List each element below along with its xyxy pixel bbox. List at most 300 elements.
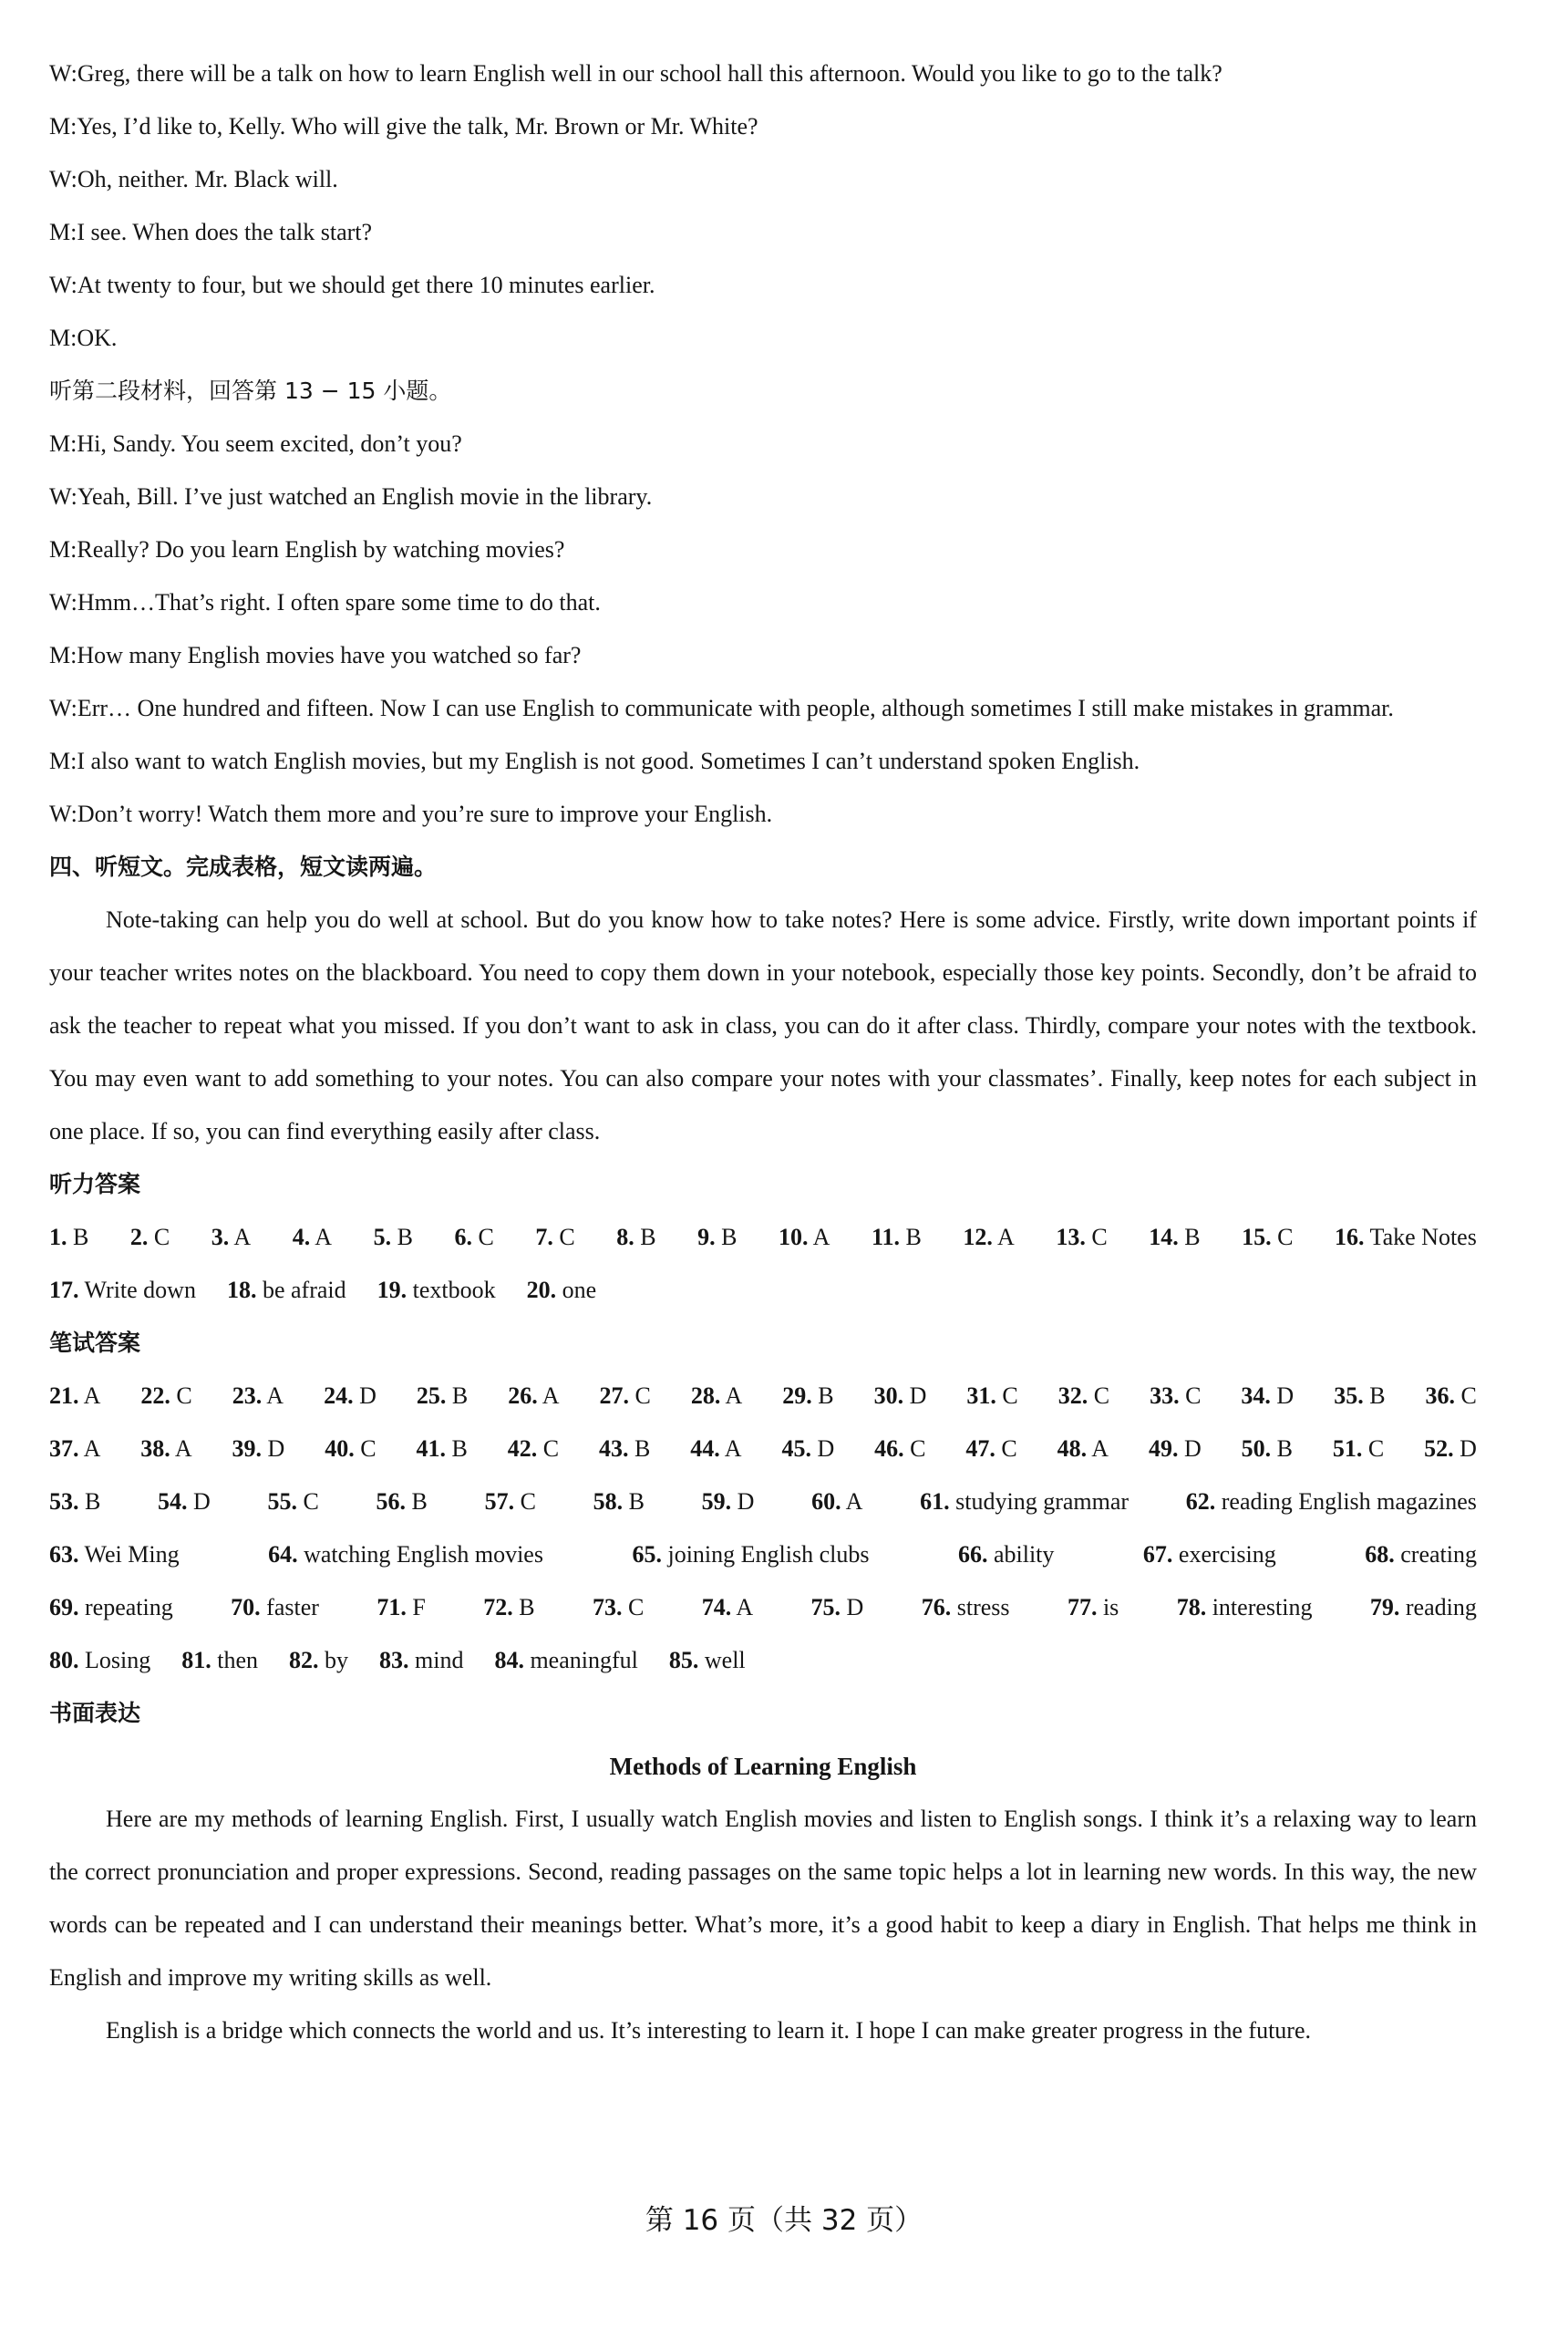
dialogue-2 (49, 418, 1477, 841)
answer-value: A (724, 1435, 742, 1462)
written-answers (49, 1370, 1477, 1687)
answer-value: A (315, 1224, 333, 1250)
answer-value: B (1184, 1224, 1201, 1250)
answer-number: 28. (690, 1382, 721, 1409)
speaker: M (49, 536, 71, 563)
answer-value: B (1276, 1435, 1293, 1462)
speaker: W (49, 272, 71, 298)
answer-number: 73. (592, 1594, 623, 1620)
answer-item (872, 1211, 922, 1264)
answer-value: faster (266, 1594, 319, 1620)
answer-item (1241, 1370, 1294, 1423)
answer-value: C (1002, 1382, 1018, 1409)
speaker: M (49, 113, 71, 140)
answer-number: 4. (292, 1224, 311, 1250)
answer-item (325, 1423, 376, 1475)
answer-number: 39. (232, 1435, 263, 1462)
answer-value: B (519, 1594, 535, 1620)
answer-number: 74. (701, 1594, 732, 1620)
answer-number: 61. (920, 1488, 950, 1515)
answer-item (599, 1423, 650, 1475)
answer-item (1149, 1211, 1200, 1264)
answer-number: 62. (1185, 1488, 1216, 1515)
answer-item (227, 1264, 346, 1317)
utterance: Really? Do you learn English by watching movies? (77, 536, 565, 563)
answer-value: is (1102, 1594, 1119, 1620)
utterance: How many English movies have you watched so far? (77, 642, 582, 668)
answer-number: 21. (49, 1382, 79, 1409)
answer-number: 11. (871, 1224, 901, 1250)
answer-item (632, 1528, 869, 1581)
answer-number: 83. (379, 1647, 409, 1673)
answer-number: 29. (782, 1382, 812, 1409)
page-number-footer: 第 16 页（共 32 页） (645, 2204, 923, 2237)
answer-item (158, 1475, 211, 1528)
answer-item (508, 1370, 559, 1423)
answer-number: 8. (616, 1224, 634, 1250)
listening-answers (49, 1211, 1477, 1317)
answer-number: 75. (810, 1594, 841, 1620)
answer-value: C (1367, 1435, 1385, 1462)
answer-item (1068, 1581, 1119, 1634)
answer-number: 59. (701, 1488, 732, 1515)
listening-passage: Note-taking can help you do well at school. But do you know how to take notes? Here is some advice. Firstly, write down important points if your teacher writes notes on the blackboard. You need to copy them down in your notebook, especially those key points. Secondly, don’t be afraid to ask the teacher to repeat what you missed. If you don’t want to ask in class, you can do it after class. Thirdly, compare your notes with the textbook. You may even want to add something to your notes. You can also compare your notes with your classmates’. Finally, keep notes for each subject in one place. If so, you can find everything easily after class. (49, 906, 1477, 1144)
answer-row (49, 1634, 1477, 1687)
dialogue-line: W:Yeah, Bill. I’ve just watched an English movie in the library. (49, 483, 653, 510)
answer-value: D (1460, 1435, 1477, 1462)
answer-value: D (909, 1382, 927, 1409)
answer-item (49, 1475, 100, 1528)
answer-item (965, 1423, 1016, 1475)
answer-item (454, 1211, 493, 1264)
answer-item (782, 1370, 833, 1423)
answer-number: 55. (267, 1488, 297, 1515)
answer-item (374, 1211, 413, 1264)
answer-value: textbook (412, 1277, 496, 1303)
answer-item (1333, 1423, 1384, 1475)
answer-value: C (634, 1382, 651, 1409)
answer-item (1057, 1423, 1109, 1475)
answer-item (691, 1370, 742, 1423)
answer-value: C (1001, 1435, 1017, 1462)
answer-number: 41. (416, 1435, 446, 1462)
answer-value: ability (993, 1541, 1055, 1568)
answer-number: 13. (1056, 1224, 1086, 1250)
answer-number: 43. (598, 1435, 629, 1462)
answer-item (811, 1581, 864, 1634)
speaker: M (49, 325, 71, 351)
answer-value: B (85, 1488, 101, 1515)
answer-number: 37. (49, 1435, 79, 1462)
answer-number: 46. (874, 1435, 904, 1462)
answer-value: B (451, 1435, 468, 1462)
answer-value: reading (1405, 1594, 1477, 1620)
answer-item (600, 1370, 651, 1423)
answer-value: B (628, 1488, 645, 1515)
answer-value: C (303, 1488, 319, 1515)
utterance: Don’t worry! Watch them more and you’re sure to improve your English. (77, 801, 773, 827)
answer-number: 51. (1332, 1435, 1363, 1462)
answer-value: C (559, 1224, 575, 1250)
answer-number: 23. (232, 1382, 263, 1409)
answer-value: D (267, 1435, 285, 1462)
answer-value: C (627, 1594, 645, 1620)
answer-value: B (411, 1488, 428, 1515)
answer-number: 45. (781, 1435, 811, 1462)
answer-number: 79. (1369, 1594, 1400, 1620)
utterance: Err… One hundred and fifteen. Now I can use English to communicate with people, although sometimes I still make mistakes in grammar. (77, 695, 1394, 721)
answer-item (616, 1211, 655, 1264)
essay-title: Methods of Learning English (609, 1753, 917, 1780)
answer-row (49, 1211, 1477, 1264)
answer-number: 10. (779, 1224, 809, 1250)
answer-item (1370, 1581, 1477, 1634)
answer-item (49, 1423, 100, 1475)
answer-value: meaningful (530, 1647, 638, 1673)
answer-item (416, 1423, 467, 1475)
answer-number: 49. (1148, 1435, 1179, 1462)
answer-value: B (634, 1435, 651, 1462)
answer-number: 70. (231, 1594, 261, 1620)
answer-value: A (812, 1224, 830, 1250)
answer-item (377, 1581, 425, 1634)
answer-value: Take Notes (1369, 1224, 1477, 1250)
answer-number: 22. (140, 1382, 170, 1409)
answer-number: 17. (49, 1277, 79, 1303)
answer-item (289, 1634, 348, 1687)
dialogue-line: M:I also want to watch English movies, but my English is not good. Sometimes I can’t understand spoken English. (49, 748, 1140, 774)
answer-number: 80. (49, 1647, 79, 1673)
answer-number: 7. (535, 1224, 553, 1250)
answer-item (1335, 1211, 1477, 1264)
utterance: Greg, there will be a talk on how to learn English well in our school hall this afternoon. Would you like to go to the talk? (77, 60, 1222, 87)
answer-value: Write down (84, 1277, 196, 1303)
dialogue-line: M:Really? Do you learn English by watching movies? (49, 536, 565, 563)
essay-paragraph: Here are my methods of learning English. First, I usually watch English movies and listen to English songs. I think it’s a relaxing way to learn the correct pronunciation and proper expressions. Second, reading passages on the same topic helps a lot in learning new words. In this way, the new words can be repeated and I can understand their meanings better. What’s more, it’s a good habit to keep a diary in English. That helps me think in English and improve my writing skills as well. (49, 1806, 1477, 1991)
speaker: W (49, 166, 71, 192)
speaker: W (49, 483, 71, 510)
answer-value: F (412, 1594, 426, 1620)
answer-number: 6. (454, 1224, 472, 1250)
answer-number: 78. (1176, 1594, 1207, 1620)
answer-item (49, 1634, 150, 1687)
speaker: W (49, 60, 71, 87)
written-answers-heading: 笔试答案 (49, 1330, 141, 1356)
answer-number: 65. (632, 1541, 662, 1568)
answer-value: C (1091, 1224, 1108, 1250)
listening-answers-heading: 听力答案 (49, 1171, 141, 1197)
speaker: M (49, 430, 71, 457)
answer-item (1143, 1528, 1276, 1581)
answer-number: 26. (508, 1382, 538, 1409)
answer-number: 24. (324, 1382, 354, 1409)
answer-item (922, 1581, 1010, 1634)
answer-number: 77. (1067, 1594, 1098, 1620)
answer-number: 25. (416, 1382, 447, 1409)
answer-value: A (997, 1224, 1015, 1250)
answer-number: 34. (1241, 1382, 1271, 1409)
answer-number: 19. (377, 1277, 407, 1303)
answer-value: creating (1400, 1541, 1477, 1568)
answer-item (49, 1264, 196, 1317)
answer-number: 52. (1424, 1435, 1454, 1462)
dialogue-1 (49, 47, 1477, 365)
answer-number: 66. (957, 1541, 988, 1568)
answer-value: A (542, 1382, 560, 1409)
answer-value: then (217, 1647, 258, 1673)
answer-value: Wei Ming (84, 1541, 180, 1568)
utterance: Oh, neither. Mr. Black will. (77, 166, 338, 192)
answer-item (1424, 1423, 1477, 1475)
answer-number: 30. (873, 1382, 904, 1409)
answer-number: 82. (289, 1647, 319, 1673)
answer-item (232, 1423, 285, 1475)
answer-number: 38. (140, 1435, 170, 1462)
dialogue-line: W:Don’t worry! Watch them more and you’re sure to improve your English. (49, 801, 773, 827)
answer-value: A (83, 1382, 101, 1409)
answer-value: C (1093, 1382, 1110, 1409)
answer-item (702, 1581, 753, 1634)
answer-number: 48. (1057, 1435, 1088, 1462)
answer-value: watching English movies (304, 1541, 543, 1568)
answer-item (1186, 1475, 1477, 1528)
answer-value: C (1460, 1382, 1477, 1409)
answer-item (181, 1634, 258, 1687)
answer-number: 40. (325, 1435, 355, 1462)
answer-value: C (478, 1224, 494, 1250)
answer-number: 76. (921, 1594, 952, 1620)
answer-row (49, 1423, 1477, 1475)
answer-row (49, 1475, 1477, 1528)
answer-value: by (325, 1647, 348, 1673)
section-2-instruction: 听第二段材料，回答第 13 − 15 小题。 (49, 378, 452, 404)
answer-item (483, 1581, 534, 1634)
answer-value: A (83, 1435, 101, 1462)
answer-item (231, 1581, 319, 1634)
answer-item (1056, 1211, 1107, 1264)
answer-number: 18. (226, 1277, 257, 1303)
answer-item (1177, 1581, 1313, 1634)
answer-number: 35. (1334, 1382, 1364, 1409)
answer-item (697, 1211, 737, 1264)
speaker: M (49, 748, 71, 774)
answer-value: B (73, 1224, 89, 1250)
answer-item (1426, 1370, 1477, 1423)
answer-number: 50. (1241, 1435, 1272, 1462)
answer-row (49, 1370, 1477, 1423)
utterance: Hmm…That’s right. I often spare some time to do that. (77, 589, 601, 616)
speaker: W (49, 801, 71, 827)
dialogue-line: W:Oh, neither. Mr. Black will. (49, 166, 338, 192)
answer-item (920, 1475, 1129, 1528)
answer-item (1149, 1423, 1202, 1475)
answer-item (966, 1370, 1017, 1423)
answer-number: 3. (211, 1224, 230, 1250)
speaker: W (49, 695, 71, 721)
answer-value: studying grammar (955, 1488, 1130, 1515)
answer-item (1242, 1423, 1293, 1475)
answer-item (1150, 1370, 1201, 1423)
answer-value: A (845, 1488, 863, 1515)
essay-heading: 书面表达 (49, 1700, 141, 1726)
answer-item (811, 1475, 862, 1528)
answer-value: C (360, 1435, 377, 1462)
answer-item (494, 1634, 637, 1687)
answer-value: B (905, 1224, 922, 1250)
answer-value: stress (956, 1594, 1010, 1620)
answer-number: 2. (129, 1224, 149, 1250)
utterance: OK. (77, 325, 118, 351)
answer-item (324, 1370, 377, 1423)
answer-value: A (725, 1382, 743, 1409)
utterance: At twenty to four, but we should get there 10 minutes earlier. (77, 272, 655, 298)
answer-number: 60. (811, 1488, 841, 1515)
answer-value: C (153, 1224, 170, 1250)
answer-number: 57. (484, 1488, 515, 1515)
dialogue-line: M:Yes, I’d like to, Kelly. Who will give the talk, Mr. Brown or Mr. White? (49, 113, 758, 140)
answer-item (527, 1264, 597, 1317)
answer-number: 64. (268, 1541, 298, 1568)
utterance: Hi, Sandy. You seem excited, don’t you? (77, 430, 462, 457)
answer-item (779, 1211, 830, 1264)
answer-item (49, 1581, 173, 1634)
answer-item (958, 1528, 1054, 1581)
answer-item (874, 1423, 925, 1475)
answer-item (377, 1475, 428, 1528)
answer-value: C (1185, 1382, 1202, 1409)
dialogue-line: M:OK. (49, 325, 118, 351)
answer-item (140, 1423, 191, 1475)
answer-value: B (397, 1224, 413, 1250)
answer-value: one (562, 1277, 597, 1303)
answer-item (1365, 1528, 1477, 1581)
answer-value: D (1183, 1435, 1202, 1462)
answer-value: B (451, 1382, 469, 1409)
answer-number: 44. (690, 1435, 720, 1462)
answer-number: 33. (1150, 1382, 1180, 1409)
answer-value: D (846, 1594, 864, 1620)
answer-number: 69. (49, 1594, 79, 1620)
answer-value: repeating (85, 1594, 173, 1620)
answer-item (508, 1423, 559, 1475)
answer-item (417, 1370, 468, 1423)
section-4-heading: 四、听短文。完成表格，短文读两遍。 (49, 854, 438, 880)
answer-number: 5. (373, 1224, 392, 1250)
answer-number: 56. (376, 1488, 407, 1515)
answer-number: 85. (668, 1647, 699, 1673)
answer-value: A (1091, 1435, 1109, 1462)
answer-item (1334, 1370, 1385, 1423)
utterance: Yes, I’d like to, Kelly. Who will give the talk, Mr. Brown or Mr. White? (77, 113, 758, 140)
speaker: W (49, 589, 71, 616)
answer-number: 71. (377, 1594, 407, 1620)
dialogue-line: W:Err… One hundred and fifteen. Now I can use English to communicate with people, although sometimes I still make mistakes in grammar. (49, 695, 1394, 721)
answer-number: 15. (1242, 1224, 1272, 1250)
answer-number: 20. (526, 1277, 557, 1303)
answer-number: 27. (599, 1382, 630, 1409)
answer-number: 63. (49, 1541, 79, 1568)
answer-number: 31. (966, 1382, 996, 1409)
answer-value: C (176, 1382, 192, 1409)
answer-value: Losing (85, 1647, 151, 1673)
speaker: M (49, 219, 71, 245)
speaker: M (49, 642, 71, 668)
answer-value: well (704, 1647, 746, 1673)
answer-item (669, 1634, 746, 1687)
answer-number: 32. (1057, 1382, 1088, 1409)
answer-item (535, 1211, 574, 1264)
answer-row (49, 1581, 1477, 1634)
dialogue-line: M:I see. When does the talk start? (49, 219, 373, 245)
answer-row (49, 1264, 1477, 1317)
answer-row (49, 1528, 1477, 1581)
page-content (49, 47, 1477, 2057)
answer-value: joining English clubs (667, 1541, 870, 1568)
dialogue-line: W:Hmm…That’s right. I often spare some time to do that. (49, 589, 601, 616)
answer-item (963, 1211, 1014, 1264)
answer-number: 9. (697, 1224, 716, 1250)
answer-value: A (233, 1224, 252, 1250)
answer-item (485, 1475, 536, 1528)
answer-value: A (736, 1594, 754, 1620)
answer-value: A (266, 1382, 284, 1409)
answer-item (690, 1423, 741, 1475)
answer-item (874, 1370, 927, 1423)
answer-number: 42. (507, 1435, 538, 1462)
answer-value: B (1369, 1382, 1386, 1409)
answer-value: be afraid (262, 1277, 346, 1303)
answer-value: D (193, 1488, 211, 1515)
answer-number: 84. (494, 1647, 524, 1673)
answer-item (268, 1475, 319, 1528)
answer-number: 12. (963, 1224, 993, 1250)
utterance: Yeah, Bill. I’ve just watched an English movie in the library. (77, 483, 653, 510)
answer-number: 47. (965, 1435, 995, 1462)
answer-value: C (542, 1435, 560, 1462)
essay-paragraph: English is a bridge which connects the world and us. It’s interesting to learn it. I hope I can make greater progress in the future. (106, 2017, 1312, 2044)
answer-number: 53. (49, 1488, 79, 1515)
answer-value: B (640, 1224, 656, 1250)
answer-number: 54. (158, 1488, 188, 1515)
answer-value: B (818, 1382, 834, 1409)
answer-item (130, 1211, 170, 1264)
utterance: I see. When does the talk start? (77, 219, 373, 245)
answer-value: mind (415, 1647, 464, 1673)
answer-item (377, 1264, 496, 1317)
dialogue-line: W:Greg, there will be a talk on how to learn English well in our school hall this afternoon. Would you like to go to the talk? (49, 60, 1222, 87)
answer-number: 1. (49, 1224, 67, 1250)
answer-item (49, 1211, 88, 1264)
answer-value: C (1277, 1224, 1294, 1250)
answer-value: reading English magazines (1221, 1488, 1477, 1515)
answer-item (1242, 1211, 1293, 1264)
answer-number: 68. (1365, 1541, 1395, 1568)
answer-item (702, 1475, 755, 1528)
answer-item (49, 1370, 100, 1423)
dialogue-line: M:Hi, Sandy. You seem excited, don’t you? (49, 430, 462, 457)
answer-item (781, 1423, 834, 1475)
answer-value: B (721, 1224, 738, 1250)
answer-item (232, 1370, 284, 1423)
answer-number: 14. (1149, 1224, 1179, 1250)
answer-item (593, 1581, 644, 1634)
utterance: I also want to watch English movies, but my English is not good. Sometimes I can’t understand spoken English. (77, 748, 1140, 774)
answer-number: 36. (1425, 1382, 1456, 1409)
answer-item (593, 1475, 645, 1528)
answer-value: D (737, 1488, 755, 1515)
answer-value: C (520, 1488, 536, 1515)
answer-value: C (910, 1435, 926, 1462)
